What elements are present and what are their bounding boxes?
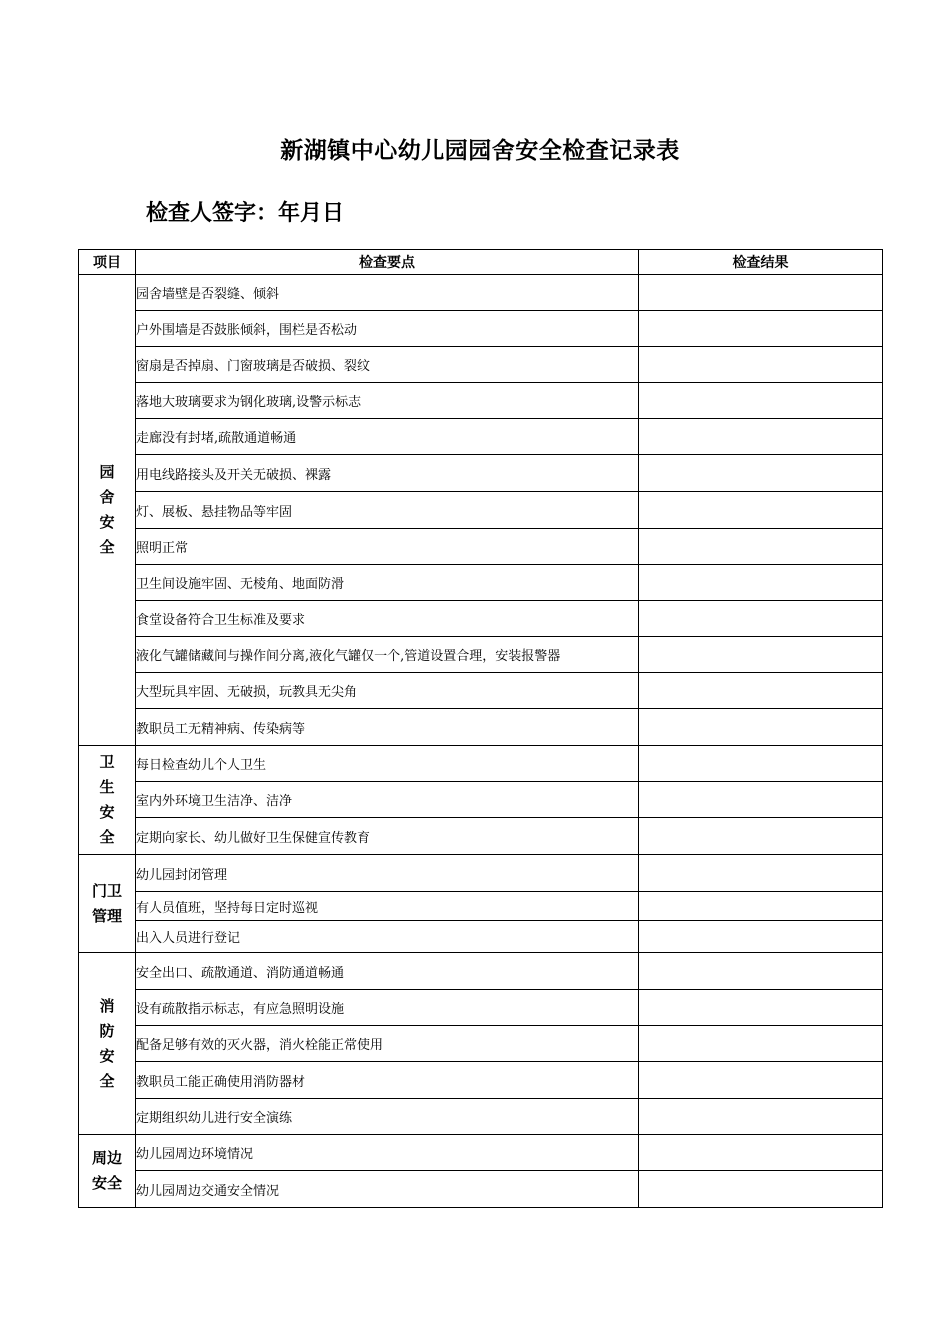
table-row [79,1099,883,1135]
check-point: 每日检查幼儿个人卫生 [136,746,639,782]
table-row [79,347,883,383]
check-point: 用电线路接头及开关无破损、裸露 [136,455,639,492]
result-cell[interactable] [639,419,883,455]
result-cell[interactable] [639,921,883,953]
check-point: 幼儿园封闭管理 [136,855,639,892]
table-row [79,818,883,855]
check-point: 教职员工能正确使用消防器材 [136,1062,639,1099]
table-row [79,1062,883,1099]
result-cell[interactable] [639,1026,883,1062]
table-row [79,953,883,990]
check-point: 照明正常 [136,529,639,565]
result-cell[interactable] [639,601,883,637]
result-cell[interactable] [639,565,883,601]
check-point: 大型玩具牢固、无破损，玩教具无尖角 [136,673,639,709]
result-cell[interactable] [639,383,883,419]
category-cell: 园舍安全 [79,275,136,746]
check-point: 定期组织幼儿进行安全演练 [136,1099,639,1135]
table-row [79,855,883,892]
table-row [79,746,883,782]
table-row [79,1171,883,1208]
check-point: 幼儿园周边环境情况 [136,1135,639,1171]
result-cell[interactable] [639,347,883,383]
table-row [79,1135,883,1171]
result-cell[interactable] [639,709,883,746]
result-cell[interactable] [639,275,883,311]
check-point: 安全出口、疏散通道、消防通道畅通 [136,953,639,990]
check-point: 教职员工无精神病、传染病等 [136,709,639,746]
page-title: 新湖镇中心幼儿园园舍安全检查记录表 [280,138,680,164]
table-row [79,709,883,746]
result-cell[interactable] [639,818,883,855]
result-cell[interactable] [639,1099,883,1135]
table-row [79,601,883,637]
result-cell[interactable] [639,673,883,709]
result-cell[interactable] [639,746,883,782]
check-point: 园舍墙壁是否裂缝、倾斜 [136,275,639,311]
check-point: 户外围墙是否鼓胀倾斜，围栏是否松动 [136,311,639,347]
inspection-table [78,249,883,1208]
table-row [79,1026,883,1062]
check-point: 液化气罐储藏间与操作间分离,液化气罐仅一个,管道设置合理，安装报警器 [136,637,639,673]
category-cell: 卫生安全 [79,746,136,855]
category-cell: 消防安全 [79,953,136,1135]
check-point: 配备足够有效的灭火器，消火栓能正常使用 [136,1026,639,1062]
check-point: 幼儿园周边交通安全情况 [136,1171,639,1208]
check-point: 走廊没有封堵,疏散通道畅通 [136,419,639,455]
table-row [79,492,883,529]
result-cell[interactable] [639,953,883,990]
table-row [79,673,883,709]
check-point: 出入人员进行登记 [136,921,639,953]
check-point: 室内外环境卫生洁净、洁净 [136,782,639,818]
result-cell[interactable] [639,455,883,492]
table-row [79,383,883,419]
check-point: 定期向家长、幼儿做好卫生保健宣传教育 [136,818,639,855]
result-cell[interactable] [639,492,883,529]
result-cell[interactable] [639,529,883,565]
table-row [79,637,883,673]
table-row [79,990,883,1026]
result-cell[interactable] [639,990,883,1026]
result-cell[interactable] [639,1135,883,1171]
table-row [79,419,883,455]
table-row [79,275,883,311]
header-category: 项目 [79,250,136,275]
table-row [79,311,883,347]
header-check-points: 检查要点 [136,250,639,275]
table-row [79,565,883,601]
result-cell[interactable] [639,855,883,892]
check-point: 设有疏散指示标志，有应急照明设施 [136,990,639,1026]
table-row [79,782,883,818]
table-row [79,892,883,921]
result-cell[interactable] [639,892,883,921]
check-point: 食堂设备符合卫生标准及要求 [136,601,639,637]
check-point: 落地大玻璃要求为钢化玻璃,设警示标志 [136,383,639,419]
result-cell[interactable] [639,782,883,818]
category-cell: 周边安全 [79,1135,136,1208]
header-row [79,250,883,275]
result-cell[interactable] [639,311,883,347]
table-row [79,529,883,565]
table-row [79,921,883,953]
category-cell: 门卫管理 [79,855,136,953]
table-row [79,455,883,492]
header-check-result: 检查结果 [639,250,883,275]
check-point: 有人员值班，坚持每日定时巡视 [136,892,639,921]
check-point: 窗扇是否掉扇、门窗玻璃是否破损、裂纹 [136,347,639,383]
check-point: 灯、展板、悬挂物品等牢固 [136,492,639,529]
result-cell[interactable] [639,637,883,673]
check-point: 卫生间设施牢固、无棱角、地面防滑 [136,565,639,601]
result-cell[interactable] [639,1171,883,1208]
result-cell[interactable] [639,1062,883,1099]
inspector-signature-line: 检查人签字：年月日 [146,201,345,226]
